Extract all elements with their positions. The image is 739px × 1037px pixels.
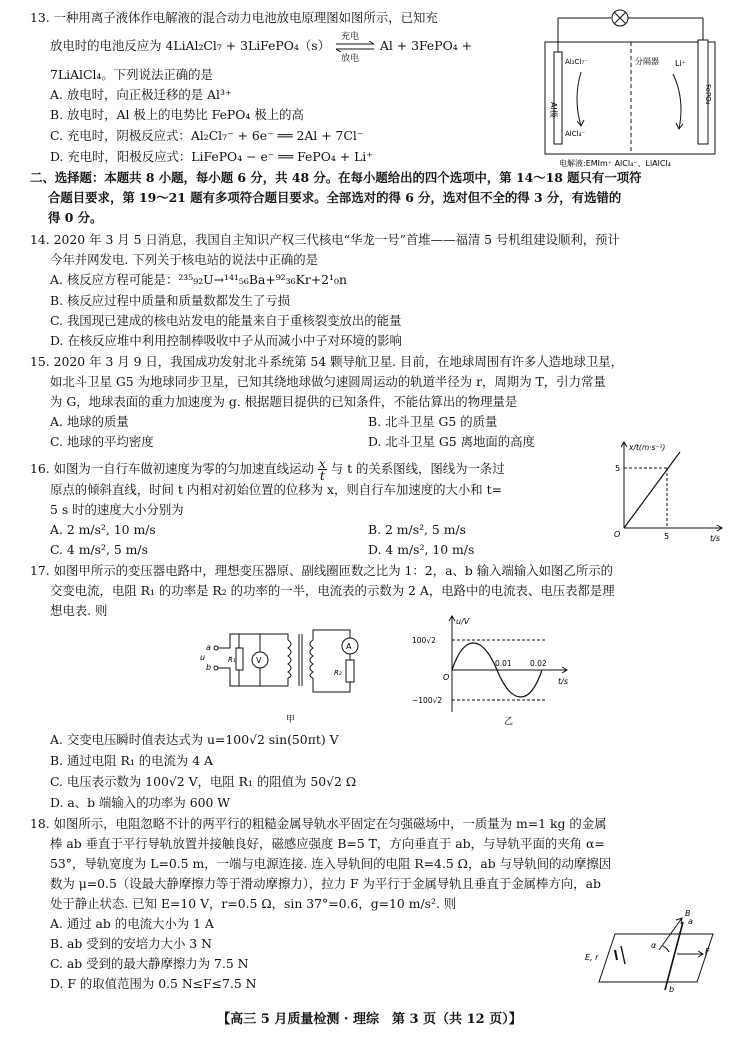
al-electrode: [554, 52, 562, 144]
q17-line3: 想电表. 则: [50, 603, 108, 618]
rod-ab: [665, 922, 683, 990]
q16-option-b: B. 2 m/s², 5 m/s: [368, 522, 467, 537]
yi-xlabel: t/s: [558, 677, 568, 686]
q13-equation-left: 放电时的电池反应为 4LiAl₂Cl₇ + 3LiFePO₄（s）: [50, 38, 331, 53]
voltmeter-label: V: [256, 656, 262, 665]
q18-line5: 处于静止状态. 已知 E=10 V，r=0.5 Ω，sin 37°=0.6，g=10 m/s². 则: [50, 896, 457, 911]
primary-coil: [288, 640, 291, 678]
resistor-r1: [236, 648, 243, 670]
force-f-label: F: [705, 947, 710, 956]
fraction-numerator: x: [318, 456, 326, 471]
q18-option-b: B. ab 受到的安培力大小 3 N: [50, 936, 212, 951]
yi-ymin: −100√2: [412, 696, 443, 705]
ion-label-alcl4: AlCl₄⁻: [565, 130, 586, 138]
al-electrode-label: Al极: [549, 102, 558, 118]
q16-origin: O: [614, 530, 621, 539]
q13-line1: 13. 一种用离子液体作电解液的混合动力电池放电原理图如图所示，已知充: [30, 10, 438, 25]
q16-option-c: C. 4 m/s², 5 m/s: [50, 542, 148, 557]
angle-alpha: α: [651, 941, 657, 950]
separator-label: 分隔器: [635, 57, 659, 66]
q13-option-c: C. 充电时，阴极反应式：Al₂Cl₇⁻ + 6e⁻ ══ 2Al + 7Cl⁻: [50, 128, 364, 143]
fraction-x-over-t: [318, 458, 327, 481]
q17-line1: 17. 如图甲所示的变压器电路中，理想变压器原、副线圈匝数之比为 1：2，a、b 输入端输入如图乙所示的: [30, 563, 614, 578]
fepo4-electrode-label: FePO₄: [704, 84, 712, 105]
q14-option-d: D. 在核反应堆中利用控制棒吸收中子从而减小中子对环境的影响: [50, 333, 402, 348]
q15-option-a: A. 地球的质量: [50, 414, 129, 429]
yi-origin: O: [443, 673, 450, 682]
q18-line1: 18. 如图所示，电阻忽略不计的两平行的粗糙金属导轨水平固定在匀强磁场中，一质量为 m=1 kg 的金属: [30, 816, 607, 831]
q18-option-d: D. F 的取值范围为 0.5 N≤F≤7.5 N: [50, 976, 257, 991]
ammeter-label: A: [346, 642, 352, 651]
field-b-label: B: [685, 909, 691, 918]
terminal-u-label: u: [200, 653, 206, 662]
q17-circuit-jia: [200, 620, 370, 732]
q18-line4: 数为 μ=0.5（设最大静摩擦力等于滑动摩擦力），拉力 F 为平行于金属导轨且垂直于金属棒方向，ab: [50, 876, 601, 891]
q14-line2: 今年并网发电. 下列关于核电站的说法中正确的是: [50, 252, 319, 267]
fraction-denominator: t: [319, 468, 325, 483]
arrow-label-discharge: 放电: [340, 54, 359, 64]
q16-line1: [30, 458, 505, 481]
q16-line3: 5 s 时的速度大小分别为: [50, 502, 184, 517]
q13-battery-diagram: [543, 4, 723, 169]
q13-option-b: B. 放电时，Al 极上的电势比 FePO₄ 极上的高: [50, 107, 304, 122]
q16-tick-x: 5: [664, 532, 670, 541]
q17-option-b: B. 通过电阻 R₁ 的电流为 4 A: [50, 753, 213, 768]
q15-option-c: C. 地球的平均密度: [50, 434, 154, 449]
source-er-label: E, r: [585, 953, 599, 962]
q15-option-b: B. 北斗卫星 G5 的质量: [368, 414, 498, 429]
q14-option-b: B. 核反应过程中质量和质量数都发生了亏损: [50, 293, 291, 308]
q16-graph: [610, 438, 728, 550]
q18-line3: 53°，导轨宽度为 L=0.5 m，一端与电源连接. 连入导轨间的电阻 R=4.5 Ω，ab 与导轨间的动摩擦因: [50, 856, 612, 871]
terminal-b-label: b: [206, 663, 212, 672]
section2-line3: 得 0 分。: [48, 210, 103, 225]
q18-option-c: C. ab 受到的最大静摩擦力为 7.5 N: [50, 956, 249, 971]
q16-option-d: D. 4 m/s², 10 m/s: [368, 542, 475, 557]
left-ion-arrow: [577, 72, 581, 126]
caption-jia: 甲: [286, 715, 296, 725]
terminal-a-label: a: [206, 643, 211, 652]
q17-option-d: D. a、b 端输入的功率为 600 W: [50, 795, 231, 810]
battery-plate-short: [615, 950, 617, 960]
q13-equation-right: Al + 3FePO₄ +: [379, 38, 473, 53]
q14-line1: 14. 2020 年 3 月 5 日消息，我国自主知识产权三代核电“华龙一号”首堆——福清 5 号机组建设顺利，预计: [30, 232, 620, 247]
q16-line: [624, 452, 680, 528]
right-ion-arrow: [673, 74, 681, 129]
arrow-label-charge: 充电: [340, 32, 359, 42]
q15-line1: 15. 2020 年 3 月 9 日，我国成功发射北斗系统第 54 颗导航卫星. 目前，在地球周围有许多人造地球卫星，: [30, 354, 624, 369]
q15-option-d: D. 北斗卫星 G5 离地面的高度: [368, 434, 535, 449]
r1-label: R₁: [228, 656, 236, 664]
q16-option-a: A. 2 m/s², 10 m/s: [50, 522, 156, 537]
reversible-arrow: [334, 32, 376, 64]
q13-option-d: D. 充电时，阳极反应式：LiFePO₄ − e⁻ ══ FePO₄ + Li⁺: [50, 149, 373, 164]
ion-label-al2cl7: Al₂Cl₇⁻: [565, 58, 588, 66]
q15-line2: 如北斗卫星 G5 为地球同步卫星，已知其绕地球做匀速圆周运动的轨道半径为 r，周期为 T，引力常量: [50, 374, 606, 389]
q15-line3: 为 G，地球表面的重力加速度为 g. 根据题目提供的已知条件，不能估算出的物理量是: [50, 394, 518, 409]
r2-label: R₂: [334, 669, 342, 677]
q17-option-a: A. 交变电压瞬时值表达式为 u=100√2 sin(50πt) V: [50, 732, 339, 747]
q16-xlabel: t/s: [710, 534, 720, 543]
q18-rail-diagram: [585, 908, 730, 993]
q14-option-a: A. 核反应方程可能是：²³⁵₉₂U→¹⁴¹₅₆Ba+⁹²₃₆Kr+2¹₀n: [50, 272, 347, 287]
yi-ymax: 100√2: [412, 636, 436, 645]
q13-line2: [50, 32, 473, 64]
yi-tick-001: 0.01: [495, 659, 512, 668]
q16-text-a: 16. 如图为一自行车做初速度为零的匀加速直线运动: [30, 461, 314, 476]
q16-text-b: 与 t 的关系图线，图线为一条过: [330, 461, 505, 476]
q17-option-c: C. 电压表示数为 100√2 V，电阻 R₁ 的阻值为 50√2 Ω: [50, 774, 357, 789]
section2-line1: 二、选择题：本题共 8 小题，每小题 6 分，共 48 分。在每小题给出的四个选项中，第 14～18 题只有一项符: [30, 170, 642, 185]
q18-option-a: A. 通过 ab 的电流大小为 1 A: [50, 916, 214, 931]
q17-waveform-yi: [412, 612, 577, 727]
q14-option-c: C. 我国现已建成的核电站发电的能量来自于重核裂变放出的能量: [50, 313, 402, 328]
resistor-r2: [346, 660, 354, 682]
battery-plate-long: [621, 946, 625, 964]
q17-line2: 交变电流，电阻 R₁ 的功率是 R₂ 的功率的一半，电流表的示数为 2 A，电路中的电流表、电压表都是理: [50, 583, 615, 598]
page-footer: 【高三 5 月质量检测 · 理综 第 3 页（共 12 页）】: [217, 1012, 522, 1027]
secondary-coil: [310, 640, 313, 678]
yi-tick-002: 0.02: [530, 659, 547, 668]
q16-ylabel: x/t(m·s⁻¹): [629, 443, 666, 452]
q18-line2: 棒 ab 垂直于平行导轨放置并接触良好，磁感应强度 B=5 T，方向垂直于 ab，与导轨平面的夹角 α=: [50, 836, 605, 851]
q13-line3: 7LiAlCl₄。下列说法正确的是: [50, 67, 213, 82]
q16-line2: 原点的倾斜直线，时间 t 内相对初始位置的位移为 x，则自行车加速度的大小和 t=: [50, 482, 502, 497]
rod-end-a: a: [688, 917, 693, 926]
electrolyte-label: 电解液:EMIm⁺ AlCl₄⁻、LiAlCl₄: [559, 159, 671, 168]
ion-label-li: Li⁺: [675, 59, 686, 68]
q13-option-a: A. 放电时，向正极迁移的是 Al³⁺: [50, 87, 232, 102]
yi-ylabel: u/V: [456, 617, 470, 626]
q16-tick-y: 5: [615, 464, 621, 473]
rod-end-b: b: [669, 985, 675, 993]
section2-line2: 合题目要求，第 19～21 题有多项符合题目要求。全部选对的得 6 分，选对但不全的得 3 分，有选错的: [48, 190, 622, 205]
caption-yi: 乙: [504, 717, 514, 727]
